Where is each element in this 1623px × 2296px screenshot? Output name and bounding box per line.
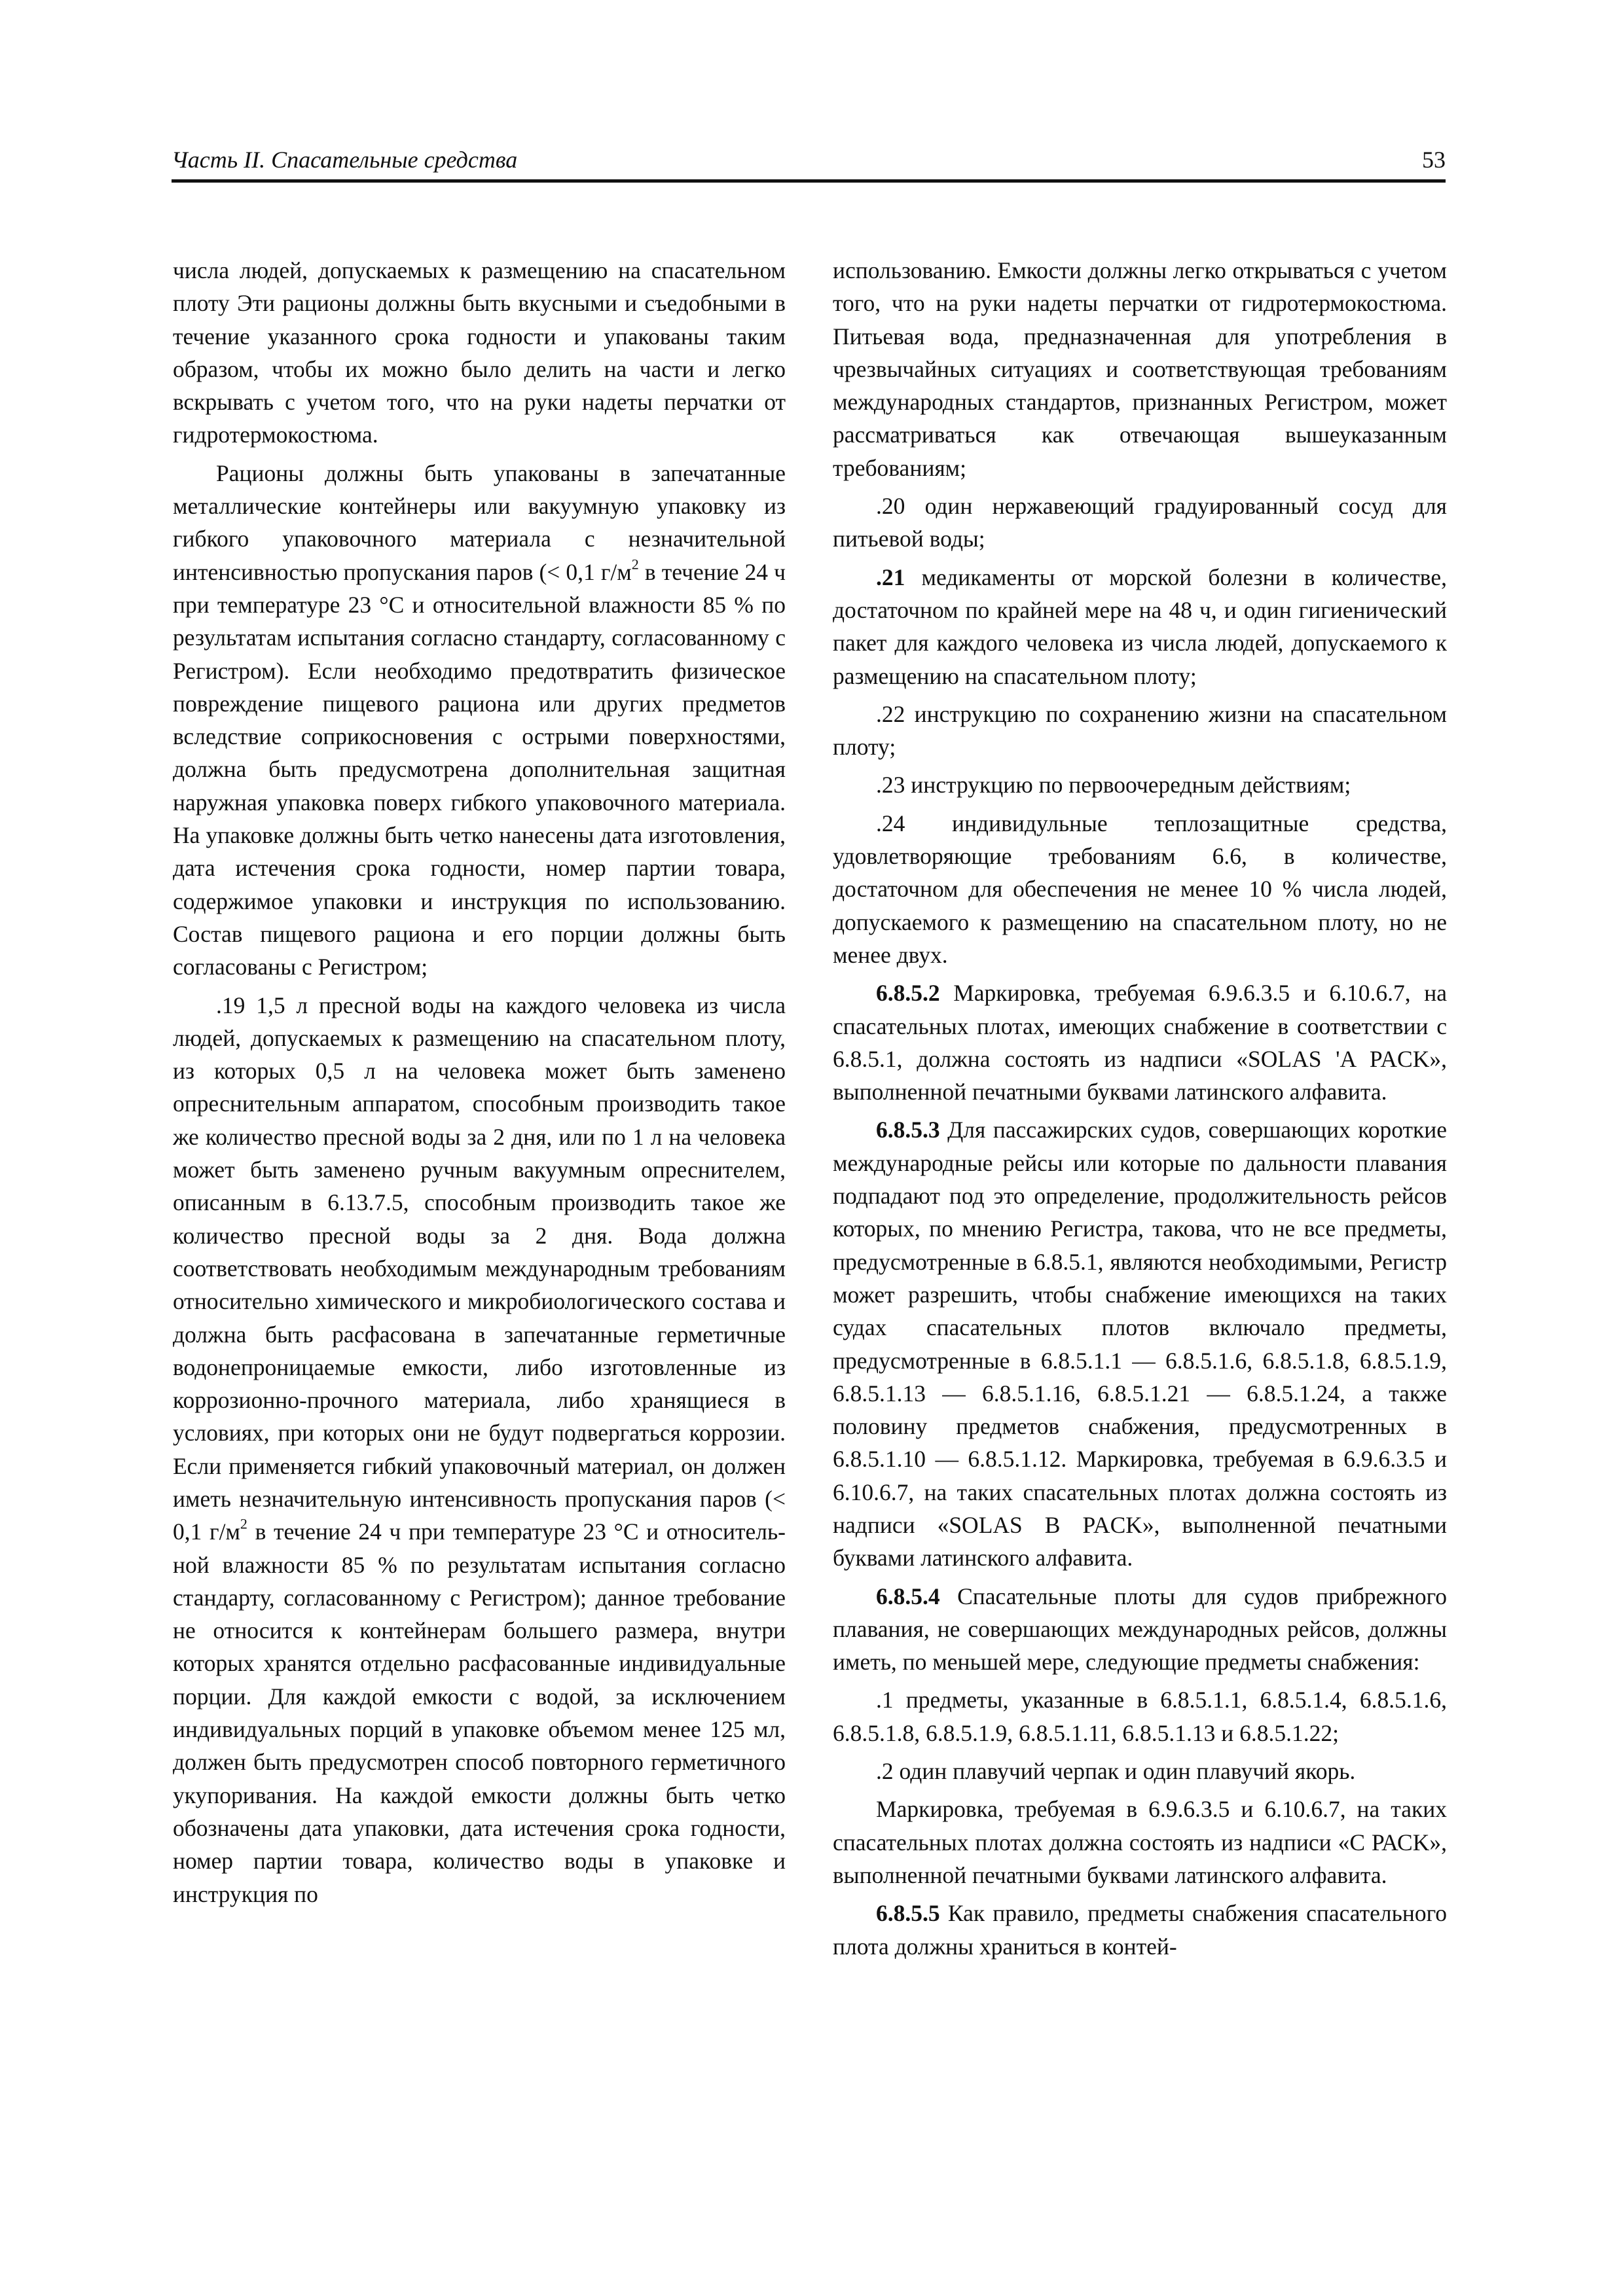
paragraph-text: в течение 24 ч при температуре 23 °С и относительной влажности 85 % по результатам испытания согласно стандарту, согласованному с Регистром); данное требование не относится к контейнерам большего размера, внутри которых хранятся отдельно расфасованные индивидуальные порции. Для каждой емкости с водой, за исключением индивидуальных порций в упаковке объемом менее 125 мл, должен быть предусмотрен способ повторного герметичного укупоривания. На каждой емкости должны быть четко обозначены дата упаковки, дата истечения срока годности, номер партии товара, количество воды в упаковке и инструкция по: [173, 1518, 786, 1907]
paragraph-text: Спасательные плоты для судов прибрежного плавания, не совершающих международных рейсов, должны иметь, по меньшей мере, следующие предметы снабжения:: [833, 1583, 1447, 1676]
section-paragraph: [833, 1113, 1447, 1574]
paragraph-text: Маркировка, требуемая 6.9.6.3.5 и 6.10.6.7, на спасательных плотах, имеющих снабжение в соответствии с 6.8.5.1, должна состоять из надписи «SOLAS 'A PACK», выполненной печатными буквами латинского алфавита.: [833, 980, 1447, 1105]
section-number: 6.8.5.4: [876, 1583, 940, 1609]
paragraph-text: Как правило, предметы снабжения спасательного плота должны храниться в контей-: [833, 1900, 1447, 1960]
section-number: 6.8.5.2: [876, 980, 940, 1007]
paragraph: Маркировка, требуемая в 6.9.6.3.5 и 6.10.6.7, на таких спасательных плотах должна состоять из надписи «С РАСK», выполненной печатными буквами латинского алфавита.: [833, 1796, 1447, 1888]
item-number: .21: [876, 564, 905, 590]
paragraph-text: .19 1,5 л пресной воды на каждого человека из числа людей, допускаемых к размещению на спасательном плоту, из которых 0,5 л на человека может быть заменено опреснительным аппаратом, способным производить такое же количество пресной воды за 2 дня, или по 1 л на человека может быть заменено ручным вакуумным опреснителем, описанным в 6.13.7.5, способным производить такое же количество пресной воды за 2 дня. Вода должна соответствовать необходимым международным требованиям относительно химического и микробиологического состава и должна быть расфасована в запечатанные герметичные водонепроницаемые емкости, либо изготовленные из коррозионно-прочного материала, либо хранящиеся в условиях, при которых они не будут подвергаться коррозии. Если применяется гибкий упаковочный материал, он должен иметь незначительную интенсивность пропускания паров (< 0,1 г/м: [173, 992, 786, 1545]
list-item: .24 индивидульные теплозащитные средства, удовлетворяющие требованиям 6.6, в количестве, достаточном для обеспечения не менее 10 % числа людей, допускаемого к размещению на спасательном плоту, но не менее двух.: [833, 810, 1447, 968]
list-item: .22 инструкцию по сохранению жизни на спасательном плоту;: [833, 700, 1447, 761]
paragraph: числа людей, допускаемых к размещению на спасательном плоту Эти рационы должны быть вкусными и съедобными в течение указанного срока годности и упакованы таким образом, чтобы их можно было делить на части и легко вскрывать с учетом того, что на руки надеты перчатки от гидротермокостюма.: [173, 257, 786, 448]
paragraph-text: Для пассажирских судов, совершающих короткие международные рейсы или которые по дальности плавания подпадают под это определение, продолжительность рейсов которых, по мнению Регистра, такова, что не все предметы, предусмотренные в 6.8.5.1, являются необходимыми, Регистр может разрешить, чтобы снабжение имеющихся на таких судах спасательных плотов включало предметы, предусмотренные в 6.8.5.1.1 — 6.8.5.1.6, 6.8.5.1.8, 6.8.5.1.9, 6.8.5.1.13 — 6.8.5.1.16, 6.8.5.1.21 — 6.8.5.1.24, а также половину предметов снабжения, предусмотренных в 6.8.5.1.10 — 6.8.5.1.12. Маркировка, требуемая в 6.9.6.3.5 и 6.10.6.7, на таких спасательных плотах должна состоять из надписи «SOLAS В PACK», выполненной печатными буквами латинского алфавита.: [833, 1117, 1447, 1571]
section-paragraph: [833, 1897, 1447, 1963]
paragraph-text: Рационы должны быть упакованы в запечатанные металлические контейнеры или вакуумную упаковку из гибкого упаковочного материала с незначительной интенсивностью пропускания паров (< 0,1 г/м: [173, 459, 786, 585]
right-column: [833, 254, 1447, 2145]
paragraph-text: медикаменты от морской болезни в количестве, достаточном по крайней мере на 48 ч, и один гигиенический пакет для каждого человека из числа людей, допускаемого к размещению на спасательном плоту;: [833, 564, 1447, 689]
paragraph-text: в течение 24 ч при температуре 23 °С и относительной влажности 85 % по результатам испытания согласно стандарту, согласованному с Регистром). Если необходимо предотвратить физическое повреждение пищевого рациона или других предметов вследствие соприкосновения с острыми поверхностями, должна быть предусмотрена дополнительная защитная наружная упаковка поверх гибкого упаковочного материала. На упаковке должны быть четко нанесены дата изготовления, дата истечения срока годности, номер партии товара, содержимое упаковки и инструкция по использованию. Состав пищевого рациона и его порции должны быть согласованы с Регистром;: [173, 558, 786, 980]
running-header: [172, 143, 1446, 183]
list-item: .1 предметы, указанные в 6.8.5.1.1, 6.8.5.1.4, 6.8.5.1.6, 6.8.5.1.8, 6.8.5.1.9, 6.8.5.1.11, 6.8.5.1.13 и 6.8.5.1.22;: [833, 1687, 1447, 1746]
section-number: 6.8.5.3: [876, 1117, 940, 1143]
list-item: .23 инструкцию по первоочередным действиям;: [876, 772, 1351, 798]
paragraph: [173, 457, 786, 984]
page-number: 53: [1422, 147, 1446, 173]
header-title: Часть II. Спасательные средства: [172, 147, 518, 173]
list-item: .20 один нержавеющий градуированный сосуд для питьевой воды;: [833, 493, 1447, 552]
superscript: 2: [631, 556, 639, 573]
list-item: [833, 561, 1447, 692]
list-item: .2 один плавучий черпак и один плавучий якорь.: [876, 1758, 1356, 1785]
left-column: [173, 254, 786, 2145]
superscript: 2: [240, 1515, 247, 1532]
section-paragraph: [833, 1580, 1447, 1679]
paragraph: использованию. Емкости должны легко открываться с учетом того, что на руки надеты перчатки от гидротермокостюма. Питьевая вода, предназначенная для употребления в чрезвычайных ситуациях и соответствующая требованиям международных стандартов, признанных Регистром, может рассматриваться как отвечающая вышеуказанным требованиям;: [833, 257, 1447, 481]
paragraph: [173, 989, 786, 1910]
section-paragraph: [833, 977, 1447, 1108]
section-number: 6.8.5.5: [876, 1900, 940, 1927]
